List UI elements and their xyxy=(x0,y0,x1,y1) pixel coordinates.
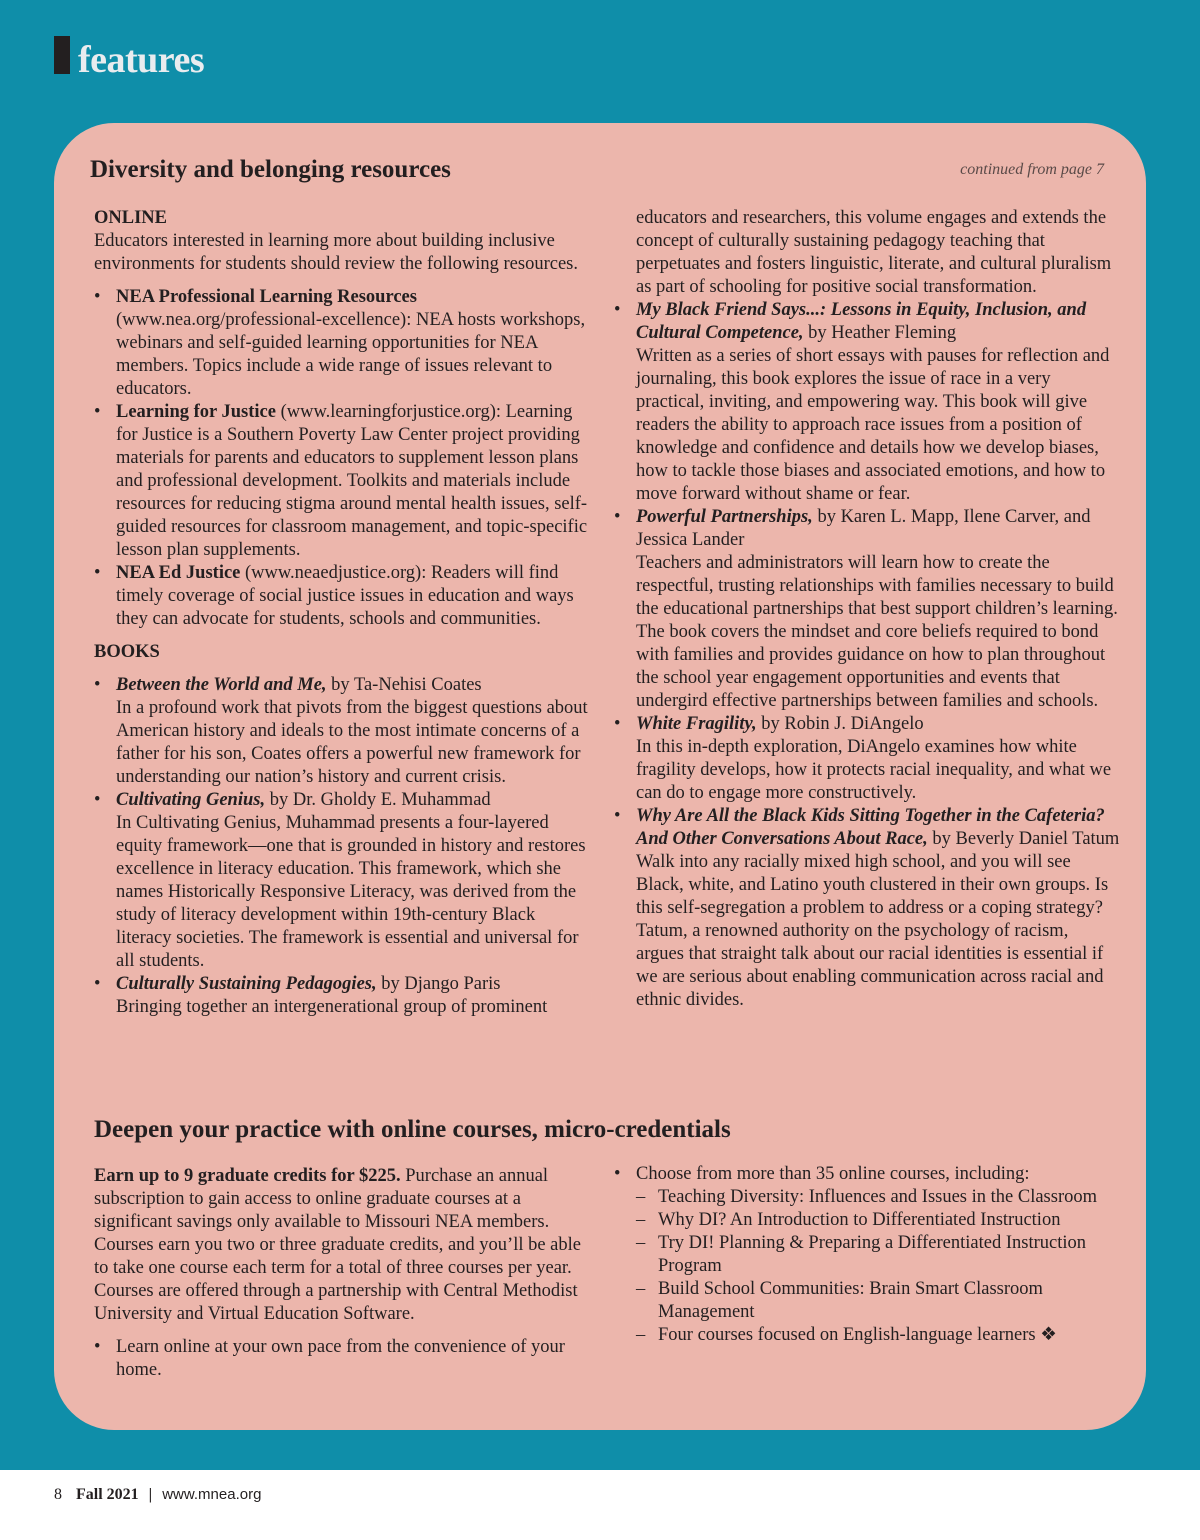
book-title: Between the World and Me, xyxy=(116,675,327,695)
book-author: by Django Paris xyxy=(376,974,501,994)
book-description: Written as a series of short essays with pauses for reflection and journaling, this book explores the issue of race in a very practical, inviting, and empowering way. This book will give readers the ability to approach race issues from a position of knowledge and confidence and details how we develop biases, how to tackle those biases and associated emotions, and how to move forward without shame or fear. xyxy=(636,346,1110,504)
list-item xyxy=(94,674,594,789)
online-intro: Educators interested in learning more about building inclusive environments for students should review the following resources. xyxy=(94,231,578,274)
section-marker xyxy=(54,36,70,74)
book-description: In this in-depth exploration, DiAngelo examines how white fragility develops, how it protects racial inequality, and what we can do to engage more constructively. xyxy=(636,737,1112,803)
list-item xyxy=(614,299,1120,506)
site-url: www.mnea.org xyxy=(162,1486,262,1503)
list-item xyxy=(94,286,594,401)
course-item: – Teaching Diversity: Influences and Issues in the Classroom xyxy=(636,1186,1120,1209)
page-footer xyxy=(54,1483,261,1507)
course-item: – Try DI! Planning & Preparing a Differentiated Instruction Program xyxy=(636,1232,1120,1278)
list-item xyxy=(614,1163,1120,1347)
course-list xyxy=(636,1186,1120,1347)
courses-lead-bold: Earn up to 9 graduate credits for $225. xyxy=(94,1166,401,1186)
section-label: features xyxy=(78,39,205,81)
footer-separator: | xyxy=(148,1486,153,1503)
courses-heading: Deepen your practice with online courses, micro-credentials xyxy=(94,1116,731,1143)
resource-title: NEA Professional Learning Resources xyxy=(116,287,417,307)
book-title: My Black Friend Says...: Lessons in Equity, Inclusion, and Cultural Competence, xyxy=(636,300,1087,343)
book-author: by Beverly Daniel Tatum xyxy=(927,829,1120,849)
list-item xyxy=(94,562,594,631)
resource-title: Learning for Justice xyxy=(116,402,276,422)
book-title: Why Are All the Black Kids Sitting Together in the Cafeteria? And Other Conversations About Race, xyxy=(636,806,1105,849)
resource-title: NEA Ed Justice xyxy=(116,563,241,583)
courses-left-column xyxy=(94,1165,594,1382)
book-description: In a profound work that pivots from the biggest questions about American history and ideals to the most intimate concerns of a father for his son, Coates offers a powerful new framework for understanding our nation’s history and current crisis. xyxy=(116,698,588,787)
book-list-left xyxy=(94,674,594,1019)
book-author: by Robin J. DiAngelo xyxy=(756,714,924,734)
online-heading: ONLINE xyxy=(94,208,167,228)
book-description: Walk into any racially mixed high school, and you will see Black, white, and Latino youth clustered in their own groups. Is this self-segregation a problem to address or a coping strategy? Tatum, a renowned authority on the psychology of racism, argues that straight talk about our racial identities is essential if we are serious about enabling communication across racial and ethnic divides. xyxy=(636,852,1109,1010)
book-title: White Fragility, xyxy=(636,714,757,734)
diversity-heading: Diversity and belonging resources xyxy=(90,156,451,183)
continued-note: continued from page 7 xyxy=(960,161,1104,178)
diversity-left-column xyxy=(94,207,594,1019)
book-list-right xyxy=(614,299,1120,1012)
book-author: by Karen L. Mapp, Ilene Carver, and Jessica Lander xyxy=(636,507,1091,550)
list-item xyxy=(614,805,1120,1012)
course-item: – Four courses focused on English-language learners ❖ xyxy=(636,1324,1120,1347)
list-item xyxy=(94,973,594,1019)
book-description: Bringing together an intergenerational group of prominent xyxy=(116,997,548,1017)
courses-bullets-left xyxy=(94,1336,594,1382)
book-description: Teachers and administrators will learn how to create the respectful, trusting relationships with families necessary to build the educational partnerships that best support children’s learning. The book covers the mindset and core beliefs required to bond with families and provides guidance on how to plan throughout the school year engagement opportunities and events that undergird effective partnerships between families and schools. xyxy=(636,553,1118,711)
book-author: by Ta-Nehisi Coates xyxy=(326,675,482,695)
resource-text: (www.neaedjustice.org): Readers will find timely coverage of social justice issues in education and ways they can advocate for students, schools and communities. xyxy=(116,563,574,629)
resource-text: (www.learningforjustice.org): Learning for Justice is a Southern Poverty Law Center project providing materials for parents and educators to supplement lesson plans and professional development. Toolkits and materials include resources for reducing stigma around mental health issues, self-guided resources for classroom management, and topic-specific lesson plan supplements. xyxy=(116,402,588,560)
list-item xyxy=(94,401,594,562)
page-number: 8 xyxy=(54,1486,62,1503)
list-item xyxy=(614,506,1120,713)
diversity-right-column xyxy=(614,207,1120,1012)
books-heading: BOOKS xyxy=(94,642,160,662)
book-description-continued: educators and researchers, this volume engages and extends the concept of culturally sustaining pedagogy teaching that perpetuates and fosters linguistic, literate, and cultural pluralism as part of schooling for positive social transformation. xyxy=(636,208,1112,297)
list-item xyxy=(614,713,1120,805)
list-item: • Learn online at your own pace from the convenience of your home. xyxy=(94,1336,594,1382)
book-title: Powerful Partnerships, xyxy=(636,507,813,527)
book-author: by Dr. Gholdy E. Muhammad xyxy=(265,790,491,810)
course-list-intro: Choose from more than 35 online courses, including: xyxy=(636,1164,1030,1184)
courses-right-column xyxy=(614,1163,1120,1347)
issue-label: Fall 2021 xyxy=(76,1486,139,1503)
list-item xyxy=(94,789,594,973)
book-author: by Heather Fleming xyxy=(803,323,957,343)
book-title: Cultivating Genius, xyxy=(116,790,266,810)
resource-text: (www.nea.org/professional-excellence): NEA hosts workshops, webinars and self-guided learning opportunities for NEA members. Topics include a wide range of issues relevant to educators. xyxy=(116,310,586,399)
courses-bullets-right xyxy=(614,1163,1120,1347)
book-description: In Cultivating Genius, Muhammad presents a four-layered equity framework—one that is grounded in history and restores excellence in literacy education. This framework, which she names Historically Responsive Literacy, was derived from the study of literacy development within 19th-century Black literacy societies. The framework is essential and universal for all students. xyxy=(116,813,586,971)
courses-lead xyxy=(94,1165,594,1326)
book-title: Culturally Sustaining Pedagogies, xyxy=(116,974,377,994)
course-item: – Why DI? An Introduction to Differentiated Instruction xyxy=(636,1209,1120,1232)
online-resource-list xyxy=(94,286,594,631)
courses-lead-text: Purchase an annual subscription to gain access to online graduate courses at a significant savings only available to Missouri NEA members. Courses earn you two or three graduate credits, and you’ll be able to take one course each term for a total of three courses per year. Courses are offered through a partnership with Central Methodist University and Virtual Education Software. xyxy=(94,1166,581,1324)
course-item: – Build School Communities: Brain Smart Classroom Management xyxy=(636,1278,1120,1324)
